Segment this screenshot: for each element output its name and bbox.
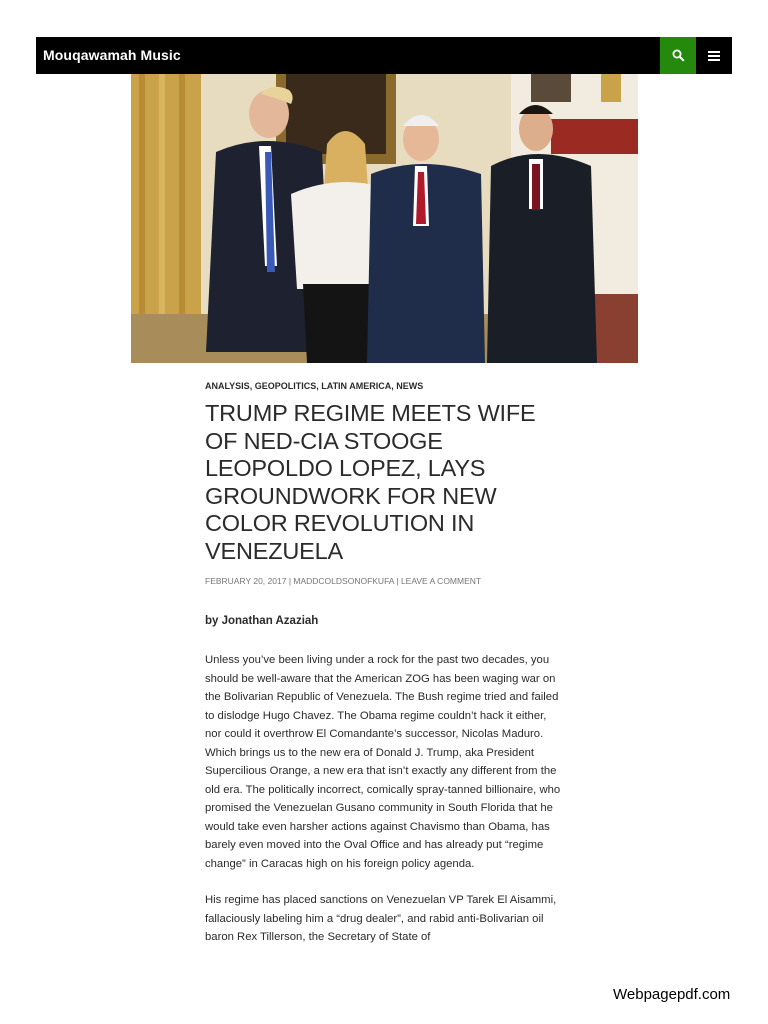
- site-header: [36, 37, 732, 74]
- category-links: [205, 381, 423, 391]
- category-separator: ,: [391, 381, 397, 391]
- category-link-news[interactable]: NEWS: [396, 381, 424, 391]
- leave-comment-link[interactable]: LEAVE A COMMENT: [400, 576, 482, 586]
- featured-image: [131, 74, 638, 363]
- category-link-latin-america[interactable]: LATIN AMERICA: [321, 381, 392, 391]
- article-body: [205, 651, 563, 965]
- article-paragraph: His regime has placed sanctions on Venezuelan VP Tarek El Aisammi, fallaciously labeling him a “drug dealer”, and rabid anti-Bolivarian oil baron Rex Tillerson, the Secretary of State of: [205, 894, 557, 943]
- entry-meta: [205, 576, 481, 586]
- search-toggle-button[interactable]: [660, 37, 696, 74]
- meta-separator: |: [396, 576, 401, 586]
- meta-separator: |: [288, 576, 294, 586]
- category-link-analysis[interactable]: ANALYSIS: [205, 381, 250, 391]
- category-link-geopolitics[interactable]: GEOPOLITICS: [254, 381, 317, 391]
- category-separator: ,: [249, 381, 255, 391]
- hamburger-menu-icon: [708, 51, 720, 61]
- category-separator: ,: [316, 381, 322, 391]
- article-byline: by Jonathan Azaziah: [205, 615, 319, 627]
- search-icon: [672, 49, 685, 62]
- author-link[interactable]: MADDCOLDSONOFKUFA: [293, 576, 394, 586]
- article-paragraph: Unless you’ve been living under a rock for the past two decades, you should be well-aware that the American ZOG has been waging war on the Bolivarian Republic of Venezuela. The Bush regime tried and failed to dislodge Hugo Chavez. The Obama regime couldn’t hack it either, nor could it overthrow El Comandante’s successor, Nicolas Maduro. Which brings us to the new era of Donald J. Trump, aka President Supercilious Orange, a new era that isn’t exactly any different from the old era. The politically incorrect, comically spray-tanned billionaire, who promised the Venezuelan Gusano community in South Florida that he would take even harsher actions against Chavismo than Obama, has barely even moved into the Oval Office and has already put “regime change” in Caracas high on his foreign policy agenda.: [205, 654, 561, 870]
- site-title-link[interactable]: Mouqawamah Music: [43, 47, 181, 63]
- post-date-link[interactable]: FEBRUARY 20, 2017: [205, 576, 287, 586]
- featured-photo: [131, 74, 638, 363]
- menu-toggle-button[interactable]: [696, 37, 732, 74]
- article-title: TRUMP REGIME MEETS WIFE OF NED-CIA STOOGE LEOPOLDO LOPEZ, LAYS GROUNDWORK FOR NEW COLOR REVOLUTION IN VENEZUELA: [205, 400, 536, 564]
- watermark-link[interactable]: Webpagepdf.com: [613, 986, 731, 1003]
